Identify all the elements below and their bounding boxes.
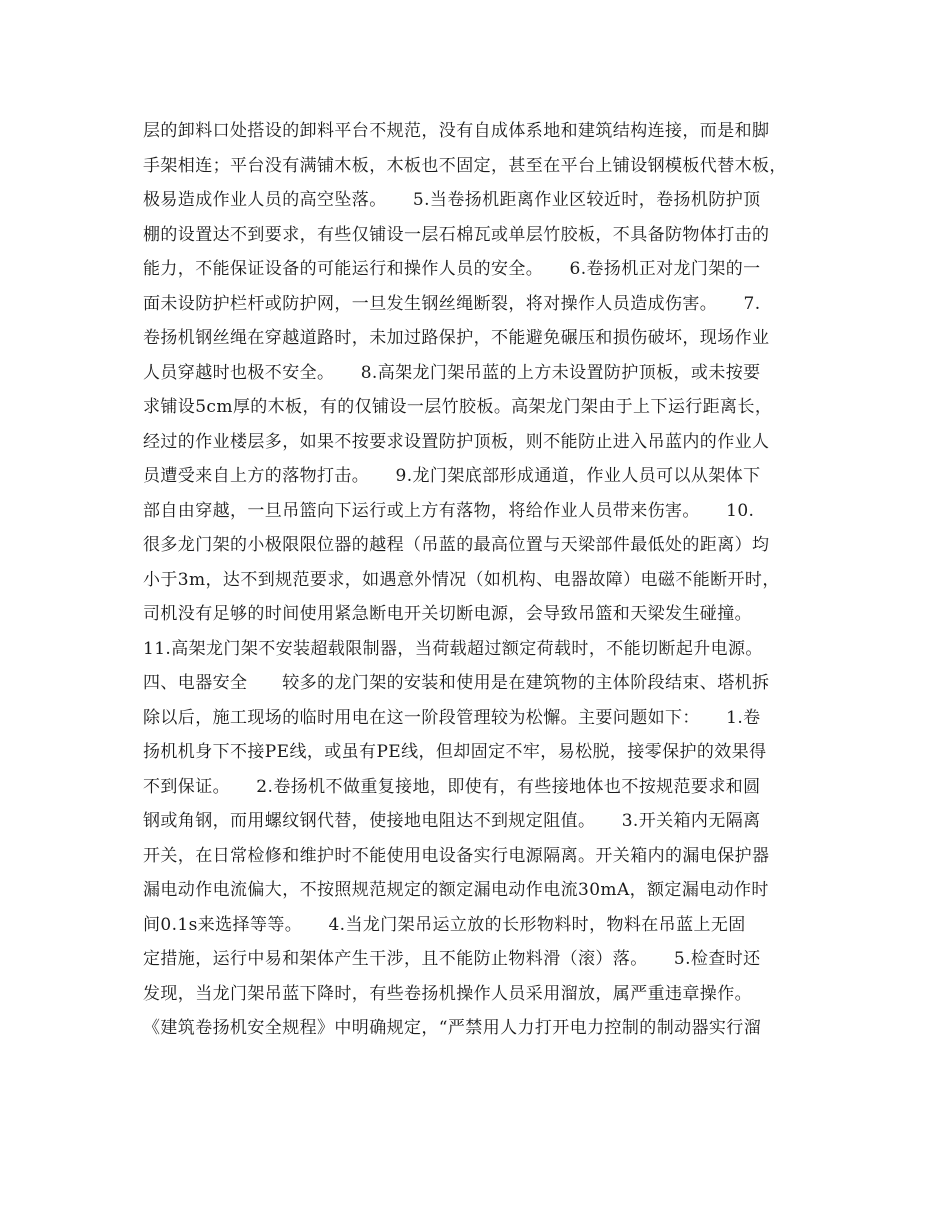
text-line: 漏电动作电流偏大，不按照规范规定的额定漏电动作电流30mA，额定漏电动作时 [143,880,769,900]
text-line: 面未设防护栏杆或防护网，一旦发生钢丝绳断裂，将对操作人员造成伤害。 7. [143,293,761,314]
text-line: 经过的作业楼层多，如果不按要求设置防护顶板，则不能防止进入吊蓝内的作业人 [143,431,770,452]
text-line: 求铺设5cm厚的木板，有的仅铺设一层竹胶板。高架龙门架由于上下运行距离长， [143,397,773,417]
text-line: 《建筑卷扬机安全规程》中明确规定，“严禁用人力打开电力控制的制动器实行溜 [143,1018,762,1038]
text-line: 钢或角钢，而用螺纹钢代替，使接地电阻达不到规定阻值。 3.开关箱内无隔离 [143,811,761,831]
text-line: 很多龙门架的小极限限位器的越程（吊蓝的最高位置与天梁部件最低处的距离）均 [143,535,770,555]
text-line: 小于3m，达不到规范要求，如遇意外情况（如机构、电器故障）电磁不能断开时， [143,569,780,590]
text-line: 11.高架龙门架不安装超载限制器，当荷载超过额定荷载时，不能切断起升电源。 [143,638,763,659]
text-line: 手架相连；平台没有满铺木板，木板也不固定，甚至在平台上铺设钢模板代替木板， [143,155,787,176]
text-line: 卷扬机钢丝绳在穿越道路时，未加过路保护，不能避免碾压和损伤破坏，现场作业 [143,328,770,348]
text-line: 员遭受来自上方的落物打击。 9.龙门架底部形成通道，作业人员可以从架体下 [143,466,761,486]
section-heading-line: 四、电器安全 较多的龙门架的安装和使用是在建筑物的主体阶段结束、塔机拆 [143,673,770,693]
text-line: 除以后，施工现场的临时用电在这一阶段管理较为松懈。主要问题如下： 1.卷 [143,707,761,728]
text-line: 棚的设置达不到要求，有些仅铺设一层石棉瓦或单层竹胶板，不具备防物体打击的 [143,224,770,245]
text-line: 定措施，运行中易和架体产生干涉，且不能防止物料滑（滚）落。 5.检查时还 [143,949,761,969]
text-line: 部自由穿越，一旦吊篮向下运行或上方有落物，将给作业人员带来伤害。 10. [143,500,755,521]
text-line: 极易造成作业人员的高空坠落。 5.当卷扬机距离作业区较近时，卷扬机防护顶 [143,190,761,210]
text-line: 人员穿越时也极不安全。 8.高架龙门架吊蓝的上方未设置防护顶板，或未按要 [143,362,761,383]
text-line: 层的卸料口处搭设的卸料平台不规范，没有自成体系地和建筑结构连接，而是和脚 [143,121,770,141]
text-line: 司机没有足够的时间使用紧急断电开关切断电源，会导致吊篮和天梁发生碰撞。 [143,604,752,624]
text-line: 开关，在日常检修和维护时不能使用电设备实行电源隔离。开关箱内的漏电保护器 [143,845,770,866]
text-line: 不到保证。 2.卷扬机不做重复接地，即使有，有些接地体也不按规范要求和圆 [143,776,761,797]
text-line: 能力，不能保证设备的可能运行和操作人员的安全。 6.卷扬机正对龙门架的一 [143,259,761,279]
text-line: 发现，当龙门架吊蓝下降时，有些卷扬机操作人员采用溜放，属严重违章操作。 [143,983,752,1004]
document-body [143,114,813,1046]
text-line: 扬机机身下不接PE线，或虽有PE线，但却固定不牢，易松脱，接零保护的效果得 [143,742,767,762]
text-line: 间0.1s来选择等等。 4.当龙门架吊运立放的长形物料时，物料在吊蓝上无固 [143,914,746,935]
